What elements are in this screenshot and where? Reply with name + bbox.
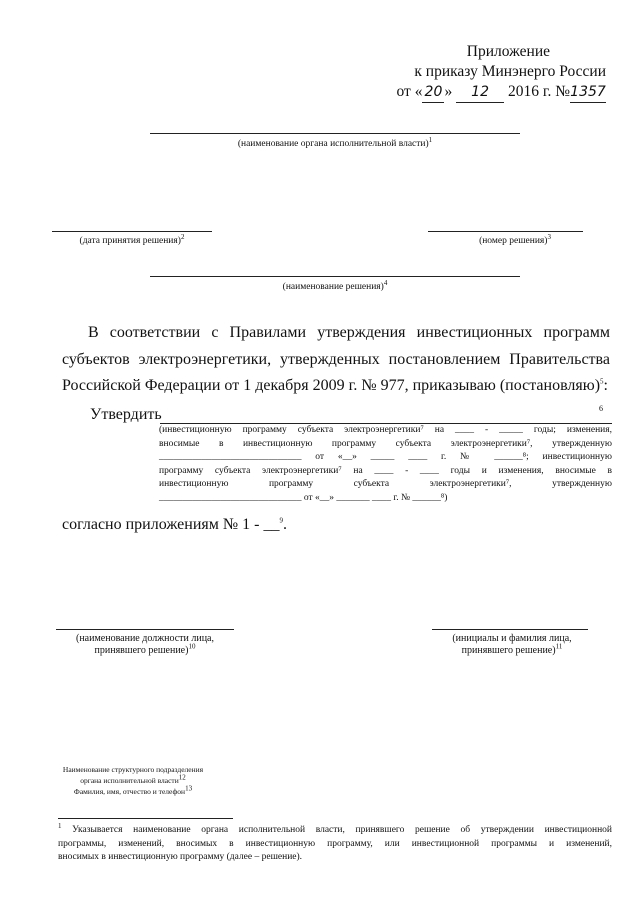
footnote: $^1$ Указывается наименование органа исполнительной власти, принявшего решение об утверждении инвестиционной программы, изменений, вносимых в инвестиционную программу, или инвестиционной программы и изменений, вносимых в инвестиционную программу (далее – решение). bbox=[58, 821, 612, 862]
authority-caption: (наименование органа исполнительной власти)$^1$ bbox=[237, 135, 433, 149]
authority-line bbox=[150, 133, 520, 134]
position-caption: (наименование должности лица, принявшего решение)$^{10}$ bbox=[75, 633, 214, 656]
annex-line: согласно приложениям № 1 - __$^9$. bbox=[62, 516, 287, 533]
approve-label: Утвердить bbox=[90, 406, 162, 423]
detail-line-5: инвестиционную программу субъекта электроэнергетики⁷, утвержденную bbox=[159, 479, 612, 489]
approve-sup: 6 bbox=[599, 404, 603, 413]
order-number: 1357 bbox=[570, 82, 606, 103]
annex-title: Приложение bbox=[466, 43, 550, 60]
order-day: 20 bbox=[422, 82, 444, 103]
detail-line-1: (инвестиционную программу субъекта электроэнергетики⁷ на ____ - _____ годы; изменения, bbox=[159, 425, 612, 435]
decision-number-line bbox=[428, 231, 583, 232]
para-line-2: субъектов электроэнергетики, утвержденных постановлением Правительства bbox=[62, 350, 610, 368]
decision-number-caption: (номер решения)$^3$ bbox=[479, 232, 551, 246]
detail-line-4: программу субъекта электроэнергетики⁷ на ____ - ____ годы и изменения, вносимые в bbox=[159, 465, 612, 476]
detail-line-2: вносимые в инвестиционную программу субъекта электроэнергетики⁷, утвержденную bbox=[159, 438, 612, 449]
position-line bbox=[56, 629, 234, 630]
approve-details bbox=[159, 424, 612, 505]
detail-line-3: ______________________________ от «__» _____ ____ г. № ______⁸; инвестиционную bbox=[159, 452, 612, 462]
footnote-separator bbox=[58, 818, 233, 819]
order-month: 12 bbox=[456, 82, 504, 103]
name-caption: (инициалы и фамилия лица, принявшего решение)$^{11}$ bbox=[452, 633, 572, 656]
annex-order-date: от « 20 » 12 2016 г. №1357 bbox=[306, 82, 606, 103]
detail-line-6: ______________________________ от «__» _______ ____ г. № ______⁸) bbox=[159, 492, 448, 503]
annex-order-ref: к приказу Минэнерго России bbox=[414, 63, 606, 80]
decision-date-caption: (дата принятия решения)$^2$ bbox=[79, 232, 185, 246]
para-line-3: Российской Федерации от 1 декабря 2009 г. № 977, приказываю (постановляю)$^5$: bbox=[62, 377, 608, 394]
contact-block: Наименование структурного подразделения органа исполнительной власти$^{12}$ Фамилия, имя, отчество и телефон$^{13}$ bbox=[62, 765, 204, 796]
annex-header bbox=[306, 42, 606, 103]
decision-name-line bbox=[150, 276, 520, 277]
decision-name-caption: (наименование решения)$^4$ bbox=[282, 278, 388, 292]
para-line-1: В соответствии с Правилами утверждения инвестиционных программ bbox=[88, 324, 610, 341]
decision-date-line bbox=[52, 231, 212, 232]
main-paragraph bbox=[62, 320, 610, 400]
name-line bbox=[432, 629, 588, 630]
